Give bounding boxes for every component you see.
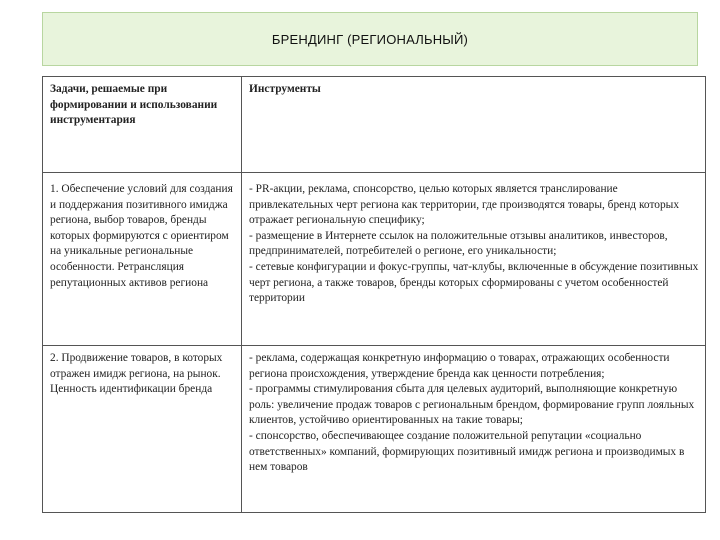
page-title: БРЕНДИНГ (РЕГИОНАЛЬНЫЙ) <box>271 32 469 47</box>
tools-cell: - PR-акции, реклама, спонсорство, целью которых является транслирование привлекательных черт региона как территории, где производятся товары, бренд которых отражает региональную специфику; - размещение в Интернете ссылок на положительные отзывы аналитиков, инвесторов, предпринимателей, потребителей о регионе, его уникальности; - сетевые конфигурации и фокус-группы, чат-клубы, включенные в обсуждение позитивных черт региона, а также товаров, бренды которых сформированы с учетом особенностей территории <box>242 173 706 346</box>
table-row <box>43 346 706 513</box>
header-tools: Инструменты <box>242 77 706 173</box>
task-cell: 2. Продвижение товаров, в которых отражен имидж региона, на рынок. Ценность идентификации бренда <box>43 346 242 513</box>
table-header-row <box>43 77 706 173</box>
table-row <box>43 173 706 346</box>
task-cell: 1. Обеспечение условий для создания и поддержания позитивного имиджа региона, выбор товаров, бренды которых формируются с ориентиром на уникальные региональные особенности. Ретрансляция репутационных активов региона <box>43 173 242 346</box>
title-banner <box>42 12 698 66</box>
branding-table <box>42 76 706 513</box>
tools-cell: - реклама, содержащая конкретную информацию о товарах, отражающих особенности региона происхождения, утверждение бренда как ценности потребления; - программы стимулирования сбыта для целевых аудиторий, выполняющие конкретную роль: увеличение продаж товаров с региональным брендом, формирование групп лояльных клиентов, устойчиво ориентированных на такие товары; - спонсорство, обеспечивающее создание положительной репутации «социально ответственных» компаний, формирующих позитивный имидж региона и производимых в нем товаров <box>242 346 706 513</box>
header-tasks: Задачи, решаемые при формировании и использовании инструментария <box>43 77 242 173</box>
